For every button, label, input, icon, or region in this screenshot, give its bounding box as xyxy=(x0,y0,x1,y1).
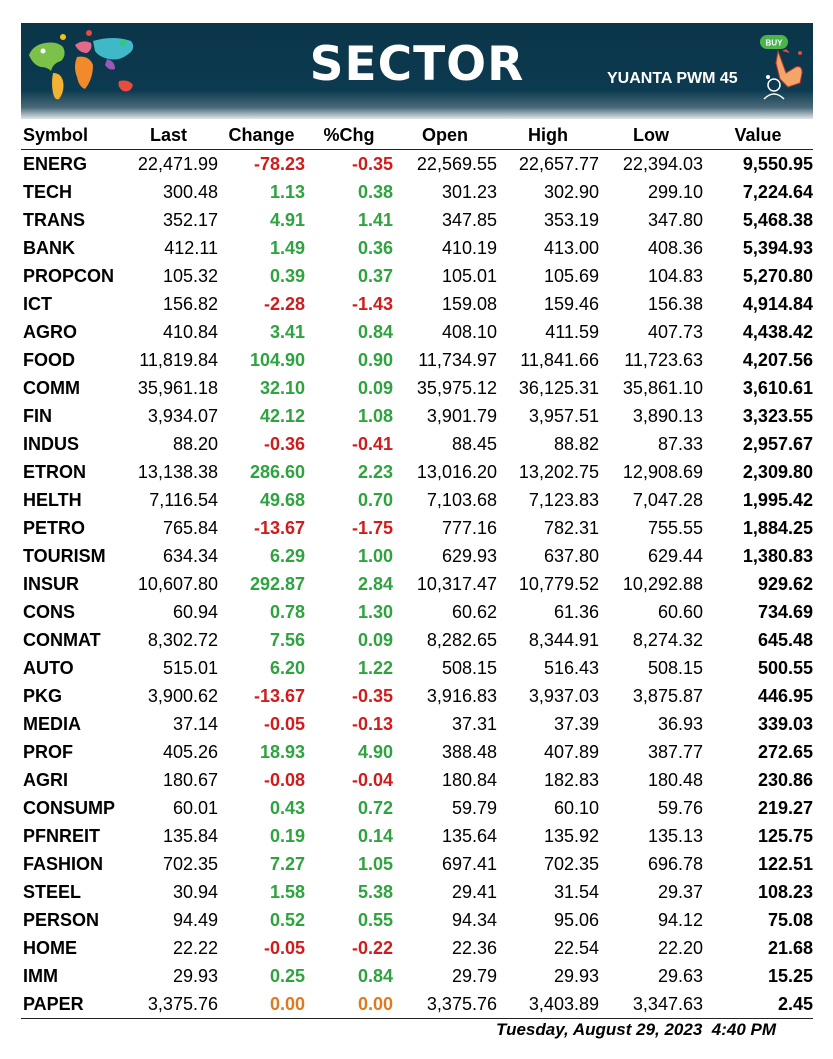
cell-pct-change: 4.90 xyxy=(357,741,393,762)
cell-pct-change: 0.38 xyxy=(357,181,393,202)
cell-last: 352.17 xyxy=(162,209,218,230)
cell-symbol: CONS xyxy=(23,601,76,622)
cell-high: 61.36 xyxy=(553,601,599,622)
cell-open: 22,569.55 xyxy=(416,153,497,174)
cell-change: 286.60 xyxy=(249,461,305,482)
col-header-high: High xyxy=(497,122,599,150)
table-row xyxy=(21,150,813,179)
cell-high: 182.83 xyxy=(543,769,599,790)
cell-change: -78.23 xyxy=(253,153,305,174)
cell-open: 508.15 xyxy=(441,657,497,678)
cell-high: 135.92 xyxy=(543,825,599,846)
cell-last: 29.93 xyxy=(172,965,218,986)
cell-last: 515.01 xyxy=(162,657,218,678)
cell-value: 9,550.95 xyxy=(742,153,813,174)
cell-value: 5,394.93 xyxy=(742,237,813,258)
cell-low: 29.63 xyxy=(657,965,703,986)
cell-high: 95.06 xyxy=(553,909,599,930)
cell-symbol: PFNREIT xyxy=(23,825,101,846)
cell-pct-change: 1.08 xyxy=(357,405,393,426)
cell-low: 755.55 xyxy=(647,517,703,538)
cell-change: 1.13 xyxy=(269,181,305,202)
cell-last: 94.49 xyxy=(172,909,218,930)
cell-low: 8,274.32 xyxy=(632,629,703,650)
cell-high: 302.90 xyxy=(543,181,599,202)
cell-change: -0.05 xyxy=(263,937,305,958)
cell-value: 734.69 xyxy=(757,601,813,622)
cell-open: 135.64 xyxy=(441,825,497,846)
table-row xyxy=(21,318,813,346)
cell-value: 21.68 xyxy=(767,937,813,958)
cell-pct-change: 0.55 xyxy=(357,909,393,930)
table-row xyxy=(21,850,813,878)
col-header-last: Last xyxy=(119,122,218,150)
footer-time: 4:40 PM xyxy=(711,1020,776,1039)
cell-value: 4,914.84 xyxy=(742,293,813,314)
cell-pct-change: 0.37 xyxy=(357,265,393,286)
cell-pct-change: 0.72 xyxy=(357,797,393,818)
cell-value: 929.62 xyxy=(757,573,813,594)
cell-low: 135.13 xyxy=(647,825,703,846)
cell-low: 35,861.10 xyxy=(622,377,703,398)
cell-low: 10,292.88 xyxy=(622,573,703,594)
cell-change: 292.87 xyxy=(249,573,305,594)
cell-open: 3,375.76 xyxy=(393,990,497,1019)
cell-high: 22.54 xyxy=(553,937,599,958)
cell-pct-change: -0.22 xyxy=(351,937,393,958)
cell-symbol: MEDIA xyxy=(23,713,81,734)
cell-pct-change: 1.22 xyxy=(357,657,393,678)
table-row xyxy=(21,654,813,682)
cell-change: -2.28 xyxy=(263,293,305,314)
table-row xyxy=(21,794,813,822)
cell-change: 42.12 xyxy=(259,405,305,426)
table-row xyxy=(21,206,813,234)
cell-high: 413.00 xyxy=(543,237,599,258)
table-row xyxy=(21,234,813,262)
cell-pct-change: 0.90 xyxy=(357,349,393,370)
cell-value: 1,380.83 xyxy=(742,545,813,566)
cell-open: 3,916.83 xyxy=(426,685,497,706)
cell-high: 3,403.89 xyxy=(497,990,599,1019)
cell-high: 7,123.83 xyxy=(528,489,599,510)
cell-pct-change: 1.00 xyxy=(357,545,393,566)
cell-last: 412.11 xyxy=(164,237,218,258)
col-header-low: Low xyxy=(599,122,703,150)
header-banner xyxy=(21,23,813,119)
cell-symbol: HOME xyxy=(23,937,77,958)
cell-last: 13,138.38 xyxy=(137,461,218,482)
cell-change: 18.93 xyxy=(259,741,305,762)
cell-low: 299.10 xyxy=(647,181,703,202)
cell-symbol: PROF xyxy=(23,741,74,762)
cell-symbol: ICT xyxy=(23,293,52,314)
cell-value: 3,323.55 xyxy=(742,405,813,426)
cell-last: 30.94 xyxy=(172,881,218,902)
buy-badge-text: BUY xyxy=(765,38,783,48)
cell-value: 15.25 xyxy=(767,965,813,986)
cell-change: -0.05 xyxy=(263,713,305,734)
cell-high: 88.82 xyxy=(553,433,599,454)
page-title: SECTOR xyxy=(309,37,525,92)
cell-pct-change: -0.04 xyxy=(351,769,393,790)
cell-symbol: COMM xyxy=(23,377,80,398)
cell-symbol: TOURISM xyxy=(23,545,106,566)
cell-last: 8,302.72 xyxy=(147,629,218,650)
cell-low: 29.37 xyxy=(657,881,703,902)
cell-open: 105.01 xyxy=(441,265,497,286)
cell-symbol: FIN xyxy=(23,405,52,426)
cell-open: 629.93 xyxy=(441,545,497,566)
cell-symbol: INDUS xyxy=(23,433,80,454)
col-header-open: Open xyxy=(393,122,497,150)
table-row xyxy=(21,346,813,374)
cell-symbol: AGRI xyxy=(23,769,68,790)
table-header-row xyxy=(21,122,813,150)
cell-open: 37.31 xyxy=(451,713,497,734)
cell-change: -0.08 xyxy=(263,769,305,790)
cell-last: 180.67 xyxy=(162,769,218,790)
cell-low: 94.12 xyxy=(657,909,703,930)
cell-last: 37.14 xyxy=(172,713,218,734)
cell-pct-change: 0.14 xyxy=(357,825,393,846)
cell-value: 75.08 xyxy=(767,909,813,930)
cell-pct-change: 0.09 xyxy=(357,377,393,398)
cell-value: 230.86 xyxy=(757,769,813,790)
cell-low: 11,723.63 xyxy=(624,349,703,370)
cell-value: 4,438.42 xyxy=(742,321,813,342)
cell-symbol: TECH xyxy=(23,181,72,202)
table-row xyxy=(21,934,813,962)
cell-open: 88.45 xyxy=(451,433,497,454)
table-row xyxy=(21,822,813,850)
cell-pct-change: 0.00 xyxy=(305,990,393,1019)
cell-open: 29.41 xyxy=(451,881,497,902)
cell-last: 105.32 xyxy=(162,265,218,286)
cell-symbol: FASHION xyxy=(23,853,104,874)
table-row xyxy=(21,906,813,934)
cell-last: 60.01 xyxy=(172,797,218,818)
cell-value: 7,224.64 xyxy=(742,181,813,202)
cell-pct-change: 0.09 xyxy=(357,629,393,650)
cell-symbol: HELTH xyxy=(23,489,82,510)
table-row xyxy=(21,962,813,990)
cell-change: 0.00 xyxy=(218,990,305,1019)
cell-last: 410.84 xyxy=(162,321,218,342)
cell-high: 637.80 xyxy=(543,545,599,566)
cell-change: 0.19 xyxy=(269,825,305,846)
cell-last: 7,116.54 xyxy=(149,489,218,510)
cell-low: 104.83 xyxy=(647,265,703,286)
cell-pct-change: 1.30 xyxy=(357,601,393,622)
cell-open: 7,103.68 xyxy=(426,489,497,510)
cell-low: 36.93 xyxy=(657,713,703,734)
cell-value: 446.95 xyxy=(757,685,813,706)
cell-pct-change: 2.23 xyxy=(357,461,393,482)
cell-open: 8,282.65 xyxy=(426,629,497,650)
cell-symbol: CONSUMP xyxy=(23,797,116,818)
cell-change: 4.91 xyxy=(269,209,305,230)
cell-high: 516.43 xyxy=(543,657,599,678)
table-row xyxy=(21,570,813,598)
cell-open: 697.41 xyxy=(441,853,497,874)
cell-high: 3,937.03 xyxy=(528,685,599,706)
cell-symbol: PAPER xyxy=(21,990,119,1019)
cell-high: 29.93 xyxy=(553,965,599,986)
col-header-change: Change xyxy=(218,122,305,150)
cell-low: 408.36 xyxy=(647,237,703,258)
cell-last: 3,934.07 xyxy=(147,405,218,426)
cell-high: 10,779.52 xyxy=(518,573,599,594)
cell-open: 13,016.20 xyxy=(416,461,497,482)
cell-last: 405.26 xyxy=(162,741,218,762)
cell-symbol: PROPCON xyxy=(23,265,115,286)
footer-date: Tuesday, August 29, 2023 xyxy=(496,1020,703,1039)
col-header-pct-change: %Chg xyxy=(305,122,393,150)
cell-high: 782.31 xyxy=(543,517,599,538)
cell-low: 59.76 xyxy=(657,797,703,818)
cell-low: 387.77 xyxy=(647,741,703,762)
col-header-value: Value xyxy=(703,122,813,150)
cell-change: 1.49 xyxy=(269,237,305,258)
cell-pct-change: -0.35 xyxy=(351,153,393,174)
cell-change: 0.39 xyxy=(269,265,305,286)
cell-open: 159.08 xyxy=(441,293,497,314)
cell-open: 11,734.97 xyxy=(418,349,497,370)
cell-open: 60.62 xyxy=(451,601,497,622)
table-row xyxy=(21,878,813,906)
table-row xyxy=(21,682,813,710)
cell-high: 11,841.66 xyxy=(520,349,599,370)
cell-high: 22,657.77 xyxy=(518,153,599,174)
cell-low: 22.20 xyxy=(657,937,703,958)
cell-last: 702.35 xyxy=(162,853,218,874)
cell-low: 508.15 xyxy=(647,657,703,678)
cell-high: 353.19 xyxy=(543,209,599,230)
cell-low: 407.73 xyxy=(647,321,703,342)
cell-pct-change: -0.35 xyxy=(351,685,393,706)
cell-low: 156.38 xyxy=(647,293,703,314)
cell-high: 407.89 xyxy=(543,741,599,762)
cell-last: 10,607.80 xyxy=(137,573,218,594)
cell-change: 32.10 xyxy=(259,377,305,398)
cell-last: 300.48 xyxy=(162,181,218,202)
cell-change: 0.25 xyxy=(269,965,305,986)
cell-pct-change: 0.84 xyxy=(357,965,393,986)
cell-last: 3,375.76 xyxy=(119,990,218,1019)
cell-symbol: IMM xyxy=(23,965,58,986)
cell-last: 22.22 xyxy=(172,937,218,958)
cell-symbol: PKG xyxy=(23,685,63,706)
cell-high: 36,125.31 xyxy=(518,377,599,398)
cell-high: 60.10 xyxy=(553,797,599,818)
cell-last: 35,961.18 xyxy=(137,377,218,398)
cell-low: 347.80 xyxy=(647,209,703,230)
cell-high: 3,957.51 xyxy=(528,405,599,426)
cell-high: 13,202.75 xyxy=(518,461,599,482)
cell-symbol: STEEL xyxy=(23,881,82,902)
cell-value: 2,309.80 xyxy=(742,461,813,482)
cell-value: 5,468.38 xyxy=(742,209,813,230)
cell-change: 7.56 xyxy=(269,629,305,650)
table-row xyxy=(21,374,813,402)
cell-low: 12,908.69 xyxy=(622,461,703,482)
cell-low: 3,347.63 xyxy=(599,990,703,1019)
buy-hand-icon xyxy=(756,33,812,101)
cell-high: 31.54 xyxy=(553,881,599,902)
cell-symbol: CONMAT xyxy=(23,629,101,650)
cell-change: 0.52 xyxy=(269,909,305,930)
timestamp xyxy=(0,1020,776,1040)
cell-value: 1,884.25 xyxy=(742,517,813,538)
cell-value: 272.65 xyxy=(757,741,813,762)
cell-value: 339.03 xyxy=(757,713,813,734)
cell-last: 765.84 xyxy=(162,517,218,538)
cell-value: 3,610.61 xyxy=(742,377,813,398)
cell-change: -0.36 xyxy=(263,433,305,454)
cell-change: 7.27 xyxy=(269,853,305,874)
sector-table xyxy=(21,122,813,1019)
cell-change: 0.43 xyxy=(269,797,305,818)
cell-high: 702.35 xyxy=(543,853,599,874)
cell-pct-change: 5.38 xyxy=(357,881,393,902)
cell-low: 629.44 xyxy=(647,545,703,566)
cell-open: 777.16 xyxy=(441,517,497,538)
cell-last: 135.84 xyxy=(162,825,218,846)
cell-pct-change: -0.41 xyxy=(351,433,393,454)
cell-last: 22,471.99 xyxy=(137,153,218,174)
table-row xyxy=(21,542,813,570)
cell-change: 1.58 xyxy=(269,881,305,902)
cell-change: 6.29 xyxy=(269,545,305,566)
cell-open: 410.19 xyxy=(441,237,497,258)
cell-value: 219.27 xyxy=(757,797,813,818)
table-row xyxy=(21,290,813,318)
cell-high: 37.39 xyxy=(553,713,599,734)
cell-open: 347.85 xyxy=(441,209,497,230)
cell-open: 408.10 xyxy=(441,321,497,342)
cell-open: 10,317.47 xyxy=(416,573,497,594)
table-row xyxy=(21,626,813,654)
cell-value: 1,995.42 xyxy=(742,489,813,510)
cell-open: 22.36 xyxy=(451,937,497,958)
cell-pct-change: 0.70 xyxy=(357,489,393,510)
cell-pct-change: -1.75 xyxy=(351,517,393,538)
cell-value: 2.45 xyxy=(703,990,813,1019)
cell-change: 0.78 xyxy=(269,601,305,622)
cell-value: 122.51 xyxy=(757,853,813,874)
cell-open: 29.79 xyxy=(451,965,497,986)
table-row xyxy=(21,990,813,1019)
table-row xyxy=(21,402,813,430)
cell-symbol: PERSON xyxy=(23,909,100,930)
cell-value: 500.55 xyxy=(757,657,813,678)
cell-change: -13.67 xyxy=(253,685,305,706)
cell-change: 6.20 xyxy=(269,657,305,678)
cell-open: 3,901.79 xyxy=(426,405,497,426)
cell-change: -13.67 xyxy=(253,517,305,538)
cell-pct-change: -1.43 xyxy=(351,293,393,314)
brand-label: YUANTA PWM 45 xyxy=(607,70,738,87)
table-row xyxy=(21,486,813,514)
cell-symbol: BANK xyxy=(23,237,75,258)
cell-low: 87.33 xyxy=(657,433,703,454)
cell-value: 108.23 xyxy=(757,881,813,902)
cell-pct-change: -0.13 xyxy=(351,713,393,734)
cell-pct-change: 1.05 xyxy=(357,853,393,874)
cell-change: 49.68 xyxy=(259,489,305,510)
table-row xyxy=(21,766,813,794)
table-row xyxy=(21,178,813,206)
cell-pct-change: 0.36 xyxy=(357,237,393,258)
table-row xyxy=(21,738,813,766)
cell-low: 7,047.28 xyxy=(632,489,703,510)
cell-last: 60.94 xyxy=(172,601,218,622)
cell-low: 3,875.87 xyxy=(632,685,703,706)
cell-last: 11,819.84 xyxy=(139,349,218,370)
cell-last: 88.20 xyxy=(172,433,218,454)
table-row xyxy=(21,458,813,486)
cell-symbol: FOOD xyxy=(23,349,75,370)
cell-high: 105.69 xyxy=(543,265,599,286)
cell-open: 388.48 xyxy=(441,741,497,762)
table-row xyxy=(21,598,813,626)
cell-value: 125.75 xyxy=(757,825,813,846)
cell-symbol: AUTO xyxy=(23,657,74,678)
cell-symbol: ENERG xyxy=(23,153,88,174)
cell-last: 156.82 xyxy=(162,293,218,314)
cell-last: 634.34 xyxy=(162,545,218,566)
cell-value: 4,207.56 xyxy=(742,349,813,370)
cell-change: 104.90 xyxy=(249,349,305,370)
cell-symbol: PETRO xyxy=(23,517,86,538)
cell-low: 3,890.13 xyxy=(632,405,703,426)
cell-symbol: TRANS xyxy=(23,209,85,230)
cell-low: 180.48 xyxy=(647,769,703,790)
cell-open: 94.34 xyxy=(451,909,497,930)
cell-high: 159.46 xyxy=(543,293,599,314)
cell-value: 2,957.67 xyxy=(742,433,813,454)
cell-symbol: ETRON xyxy=(23,461,86,482)
table-row xyxy=(21,710,813,738)
cell-value: 645.48 xyxy=(757,629,813,650)
cell-change: 3.41 xyxy=(269,321,305,342)
cell-high: 411.59 xyxy=(545,321,599,342)
cell-symbol: AGRO xyxy=(23,321,77,342)
cell-pct-change: 0.84 xyxy=(357,321,393,342)
cell-value: 5,270.80 xyxy=(742,265,813,286)
cell-pct-change: 2.84 xyxy=(357,573,393,594)
table-row xyxy=(21,430,813,458)
cell-low: 696.78 xyxy=(647,853,703,874)
table-row xyxy=(21,514,813,542)
cell-open: 301.23 xyxy=(441,181,497,202)
cell-pct-change: 1.41 xyxy=(357,209,393,230)
col-header-symbol: Symbol xyxy=(21,122,119,150)
cell-last: 3,900.62 xyxy=(147,685,218,706)
table-row xyxy=(21,262,813,290)
cell-open: 180.84 xyxy=(441,769,497,790)
cell-open: 59.79 xyxy=(451,797,497,818)
cell-high: 8,344.91 xyxy=(528,629,599,650)
cell-low: 60.60 xyxy=(657,601,703,622)
cell-open: 35,975.12 xyxy=(416,377,497,398)
cell-symbol: INSUR xyxy=(23,573,80,594)
cell-low: 22,394.03 xyxy=(622,153,703,174)
